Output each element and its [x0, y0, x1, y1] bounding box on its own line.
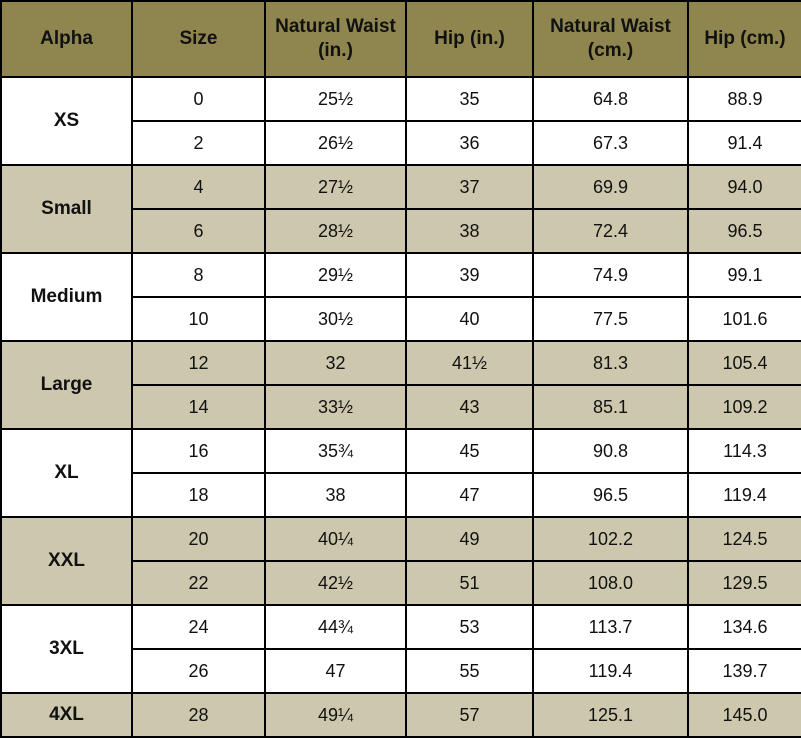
natural-waist-cm-cell: 119.4	[533, 649, 688, 693]
natural-waist-cm-cell: 85.1	[533, 385, 688, 429]
alpha-size-cell: XL	[1, 429, 132, 517]
hip-in-cell: 39	[406, 253, 533, 297]
natural-waist-in-cell: 40¼	[265, 517, 406, 561]
hip-in-cell: 53	[406, 605, 533, 649]
size-cell: 14	[132, 385, 265, 429]
table-row	[1, 253, 801, 297]
hip-cm-cell: 88.9	[688, 77, 801, 121]
size-cell: 28	[132, 693, 265, 737]
hip-cm-cell: 139.7	[688, 649, 801, 693]
natural-waist-cm-cell: 74.9	[533, 253, 688, 297]
hip-cm-cell: 145.0	[688, 693, 801, 737]
hip-in-cell: 41½	[406, 341, 533, 385]
size-cell: 10	[132, 297, 265, 341]
hip-cm-cell: 101.6	[688, 297, 801, 341]
hip-in-cell: 43	[406, 385, 533, 429]
natural-waist-in-cell: 25½	[265, 77, 406, 121]
column-header-hip-in: Hip (in.)	[406, 1, 533, 77]
table-row	[1, 77, 801, 121]
size-cell: 12	[132, 341, 265, 385]
hip-in-cell: 55	[406, 649, 533, 693]
column-header-alpha: Alpha	[1, 1, 132, 77]
natural-waist-in-cell: 33½	[265, 385, 406, 429]
table-row	[1, 429, 801, 473]
natural-waist-cm-cell: 125.1	[533, 693, 688, 737]
column-header-natural-waist-in: Natural Waist (in.)	[265, 1, 406, 77]
natural-waist-cm-cell: 113.7	[533, 605, 688, 649]
natural-waist-in-cell: 44¾	[265, 605, 406, 649]
hip-cm-cell: 91.4	[688, 121, 801, 165]
alpha-size-cell: XS	[1, 77, 132, 165]
hip-in-cell: 57	[406, 693, 533, 737]
natural-waist-in-cell: 38	[265, 473, 406, 517]
natural-waist-in-cell: 29½	[265, 253, 406, 297]
size-cell: 20	[132, 517, 265, 561]
column-header-size: Size	[132, 1, 265, 77]
hip-in-cell: 38	[406, 209, 533, 253]
table-body	[1, 77, 801, 737]
table-row	[1, 605, 801, 649]
hip-cm-cell: 114.3	[688, 429, 801, 473]
hip-cm-cell: 96.5	[688, 209, 801, 253]
natural-waist-in-cell: 35¾	[265, 429, 406, 473]
natural-waist-in-cell: 30½	[265, 297, 406, 341]
hip-cm-cell: 105.4	[688, 341, 801, 385]
natural-waist-in-cell: 32	[265, 341, 406, 385]
alpha-size-cell: 4XL	[1, 693, 132, 737]
size-cell: 22	[132, 561, 265, 605]
size-cell: 24	[132, 605, 265, 649]
hip-cm-cell: 124.5	[688, 517, 801, 561]
natural-waist-cm-cell: 69.9	[533, 165, 688, 209]
natural-waist-in-cell: 26½	[265, 121, 406, 165]
hip-in-cell: 47	[406, 473, 533, 517]
alpha-size-cell: Medium	[1, 253, 132, 341]
hip-in-cell: 35	[406, 77, 533, 121]
size-cell: 6	[132, 209, 265, 253]
alpha-size-cell: Small	[1, 165, 132, 253]
table-row	[1, 165, 801, 209]
hip-in-cell: 37	[406, 165, 533, 209]
size-cell: 26	[132, 649, 265, 693]
hip-cm-cell: 129.5	[688, 561, 801, 605]
hip-in-cell: 40	[406, 297, 533, 341]
size-cell: 2	[132, 121, 265, 165]
natural-waist-cm-cell: 77.5	[533, 297, 688, 341]
hip-in-cell: 45	[406, 429, 533, 473]
natural-waist-cm-cell: 102.2	[533, 517, 688, 561]
natural-waist-cm-cell: 108.0	[533, 561, 688, 605]
natural-waist-cm-cell: 72.4	[533, 209, 688, 253]
size-cell: 8	[132, 253, 265, 297]
header-row	[1, 1, 801, 77]
size-cell: 4	[132, 165, 265, 209]
natural-waist-in-cell: 28½	[265, 209, 406, 253]
hip-in-cell: 36	[406, 121, 533, 165]
natural-waist-cm-cell: 81.3	[533, 341, 688, 385]
natural-waist-in-cell: 47	[265, 649, 406, 693]
size-cell: 0	[132, 77, 265, 121]
hip-in-cell: 51	[406, 561, 533, 605]
natural-waist-in-cell: 42½	[265, 561, 406, 605]
alpha-size-cell: 3XL	[1, 605, 132, 693]
hip-cm-cell: 94.0	[688, 165, 801, 209]
natural-waist-cm-cell: 64.8	[533, 77, 688, 121]
natural-waist-cm-cell: 90.8	[533, 429, 688, 473]
natural-waist-cm-cell: 67.3	[533, 121, 688, 165]
natural-waist-in-cell: 49¼	[265, 693, 406, 737]
hip-in-cell: 49	[406, 517, 533, 561]
hip-cm-cell: 119.4	[688, 473, 801, 517]
alpha-size-cell: Large	[1, 341, 132, 429]
alpha-size-cell: XXL	[1, 517, 132, 605]
table-header	[1, 1, 801, 77]
natural-waist-cm-cell: 96.5	[533, 473, 688, 517]
natural-waist-in-cell: 27½	[265, 165, 406, 209]
table-row	[1, 517, 801, 561]
hip-cm-cell: 134.6	[688, 605, 801, 649]
hip-cm-cell: 109.2	[688, 385, 801, 429]
column-header-natural-waist-cm: Natural Waist (cm.)	[533, 1, 688, 77]
hip-cm-cell: 99.1	[688, 253, 801, 297]
size-cell: 18	[132, 473, 265, 517]
table-row	[1, 693, 801, 737]
size-cell: 16	[132, 429, 265, 473]
table-row	[1, 341, 801, 385]
column-header-hip-cm: Hip (cm.)	[688, 1, 801, 77]
